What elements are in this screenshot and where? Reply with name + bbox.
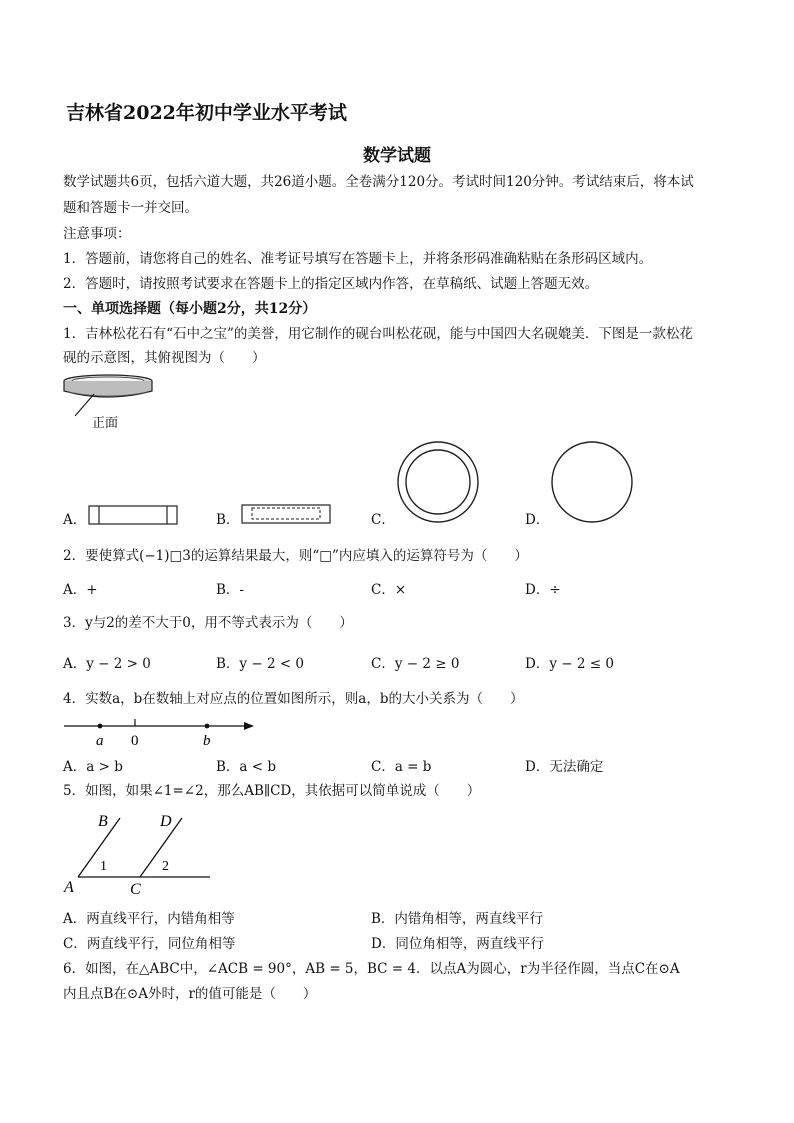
q5-label-c: C xyxy=(130,881,141,898)
q1-option-c-figure xyxy=(396,440,480,524)
q2-option-b: B．- xyxy=(216,582,244,598)
q2-option-c: C．× xyxy=(371,582,407,598)
q3-option-a: A．y − 2 > 0 xyxy=(63,656,151,672)
q6-stem-line-1: 6．如图，在△ABC中，∠ACB = 90°，AB = 5，BC = 4．以点A为圆心，r为半径作圆，当点C在⊙A xyxy=(63,961,680,977)
q6-stem-line-2: 内且点B在⊙A外时，r的值可能是（ ） xyxy=(63,986,317,1002)
q5-label-b: B xyxy=(98,813,108,830)
q5-option-b: B．内错角相等，两直线平行 xyxy=(371,911,543,927)
q2-option-a: A．+ xyxy=(63,582,98,598)
q2-option-d: D．÷ xyxy=(525,582,561,598)
q1-stem-line-2: 砚的示意图，其俯视图为（ ） xyxy=(63,350,266,366)
q4-number-line xyxy=(62,716,258,750)
q4-label-zero: 0 xyxy=(131,733,139,749)
q2-stem: 2．要使算式(−1)□3的运算结果最大，则“□”内应填入的运算符号为（ ） xyxy=(63,548,528,564)
section-1-heading: 一、单项选择题（每小题2分，共12分） xyxy=(63,301,317,317)
q4-label-b: b xyxy=(203,733,211,749)
q3-option-c: C．y − 2 ≥ 0 xyxy=(371,656,460,672)
q1-option-d-label: D． xyxy=(525,512,550,528)
q5-parallel-lines-figure xyxy=(62,808,214,900)
q3-option-d: D．y − 2 ≤ 0 xyxy=(525,656,614,672)
intro-line-2: 题和答题卡一并交回。 xyxy=(63,200,198,216)
q5-label-d: D xyxy=(160,813,172,830)
q3-stem: 3．y与2的差不大于0，用不等式表示为（ ） xyxy=(63,615,353,631)
q3-option-b: B．y − 2 < 0 xyxy=(216,656,305,672)
q1-option-a-figure xyxy=(88,505,180,527)
q4-option-b: B．a < b xyxy=(216,759,277,775)
subject-title: 数学试题 xyxy=(363,146,431,166)
q1-option-d-figure xyxy=(550,440,634,524)
q4-option-d: D．无法确定 xyxy=(525,759,604,775)
notes-heading: 注意事项： xyxy=(63,226,131,242)
q4-label-a: a xyxy=(96,733,104,749)
q1-option-a-label: A． xyxy=(63,512,87,528)
q1-option-b-label: B． xyxy=(216,512,240,528)
q1-front-label: 正面 xyxy=(92,416,119,431)
q4-stem: 4．实数a，b在数轴上对应点的位置如图所示，则a，b的大小关系为（ ） xyxy=(63,691,524,707)
q1-stem-line-1: 1．吉林松花石有“石中之宝”的美誉，用它制作的砚台叫松花砚，能与中国四大名砚媲美．下图是一款松花 xyxy=(63,326,693,342)
intro-line-1: 数学试题共6页，包括六道大题，共26道小题。全卷满分120分。考试时间120分钟。考试结束后，将本试 xyxy=(63,174,694,190)
q4-option-a: A．a > b xyxy=(63,759,123,775)
q5-label-angle-1: 1 xyxy=(100,859,107,874)
notes-item-2: 2．答题时，请按照考试要求在答题卡上的指定区域内作答，在草稿纸、试题上答题无效。 xyxy=(63,276,599,292)
exam-title: 吉林省2022年初中学业水平考试 xyxy=(66,102,347,124)
q4-option-c: C．a = b xyxy=(371,759,432,775)
q1-option-c-label: C． xyxy=(371,512,395,528)
q5-stem: 5．如图，如果∠1=∠2，那么AB∥CD，其依据可以简单说成（ ） xyxy=(63,783,481,799)
q5-label-a: A xyxy=(64,879,74,896)
q5-option-a: A．两直线平行，内错角相等 xyxy=(63,911,235,927)
notes-item-1: 1．答题前，请您将自己的姓名、准考证号填写在答题卡上，并将条形码准确粘贴在条形码区域内。 xyxy=(63,251,653,267)
q1-option-b-figure xyxy=(241,504,333,526)
q5-option-c: C．两直线平行，同位角相等 xyxy=(63,936,236,952)
q5-label-angle-2: 2 xyxy=(162,859,169,874)
q5-option-d: D．同位角相等，两直线平行 xyxy=(371,936,544,952)
